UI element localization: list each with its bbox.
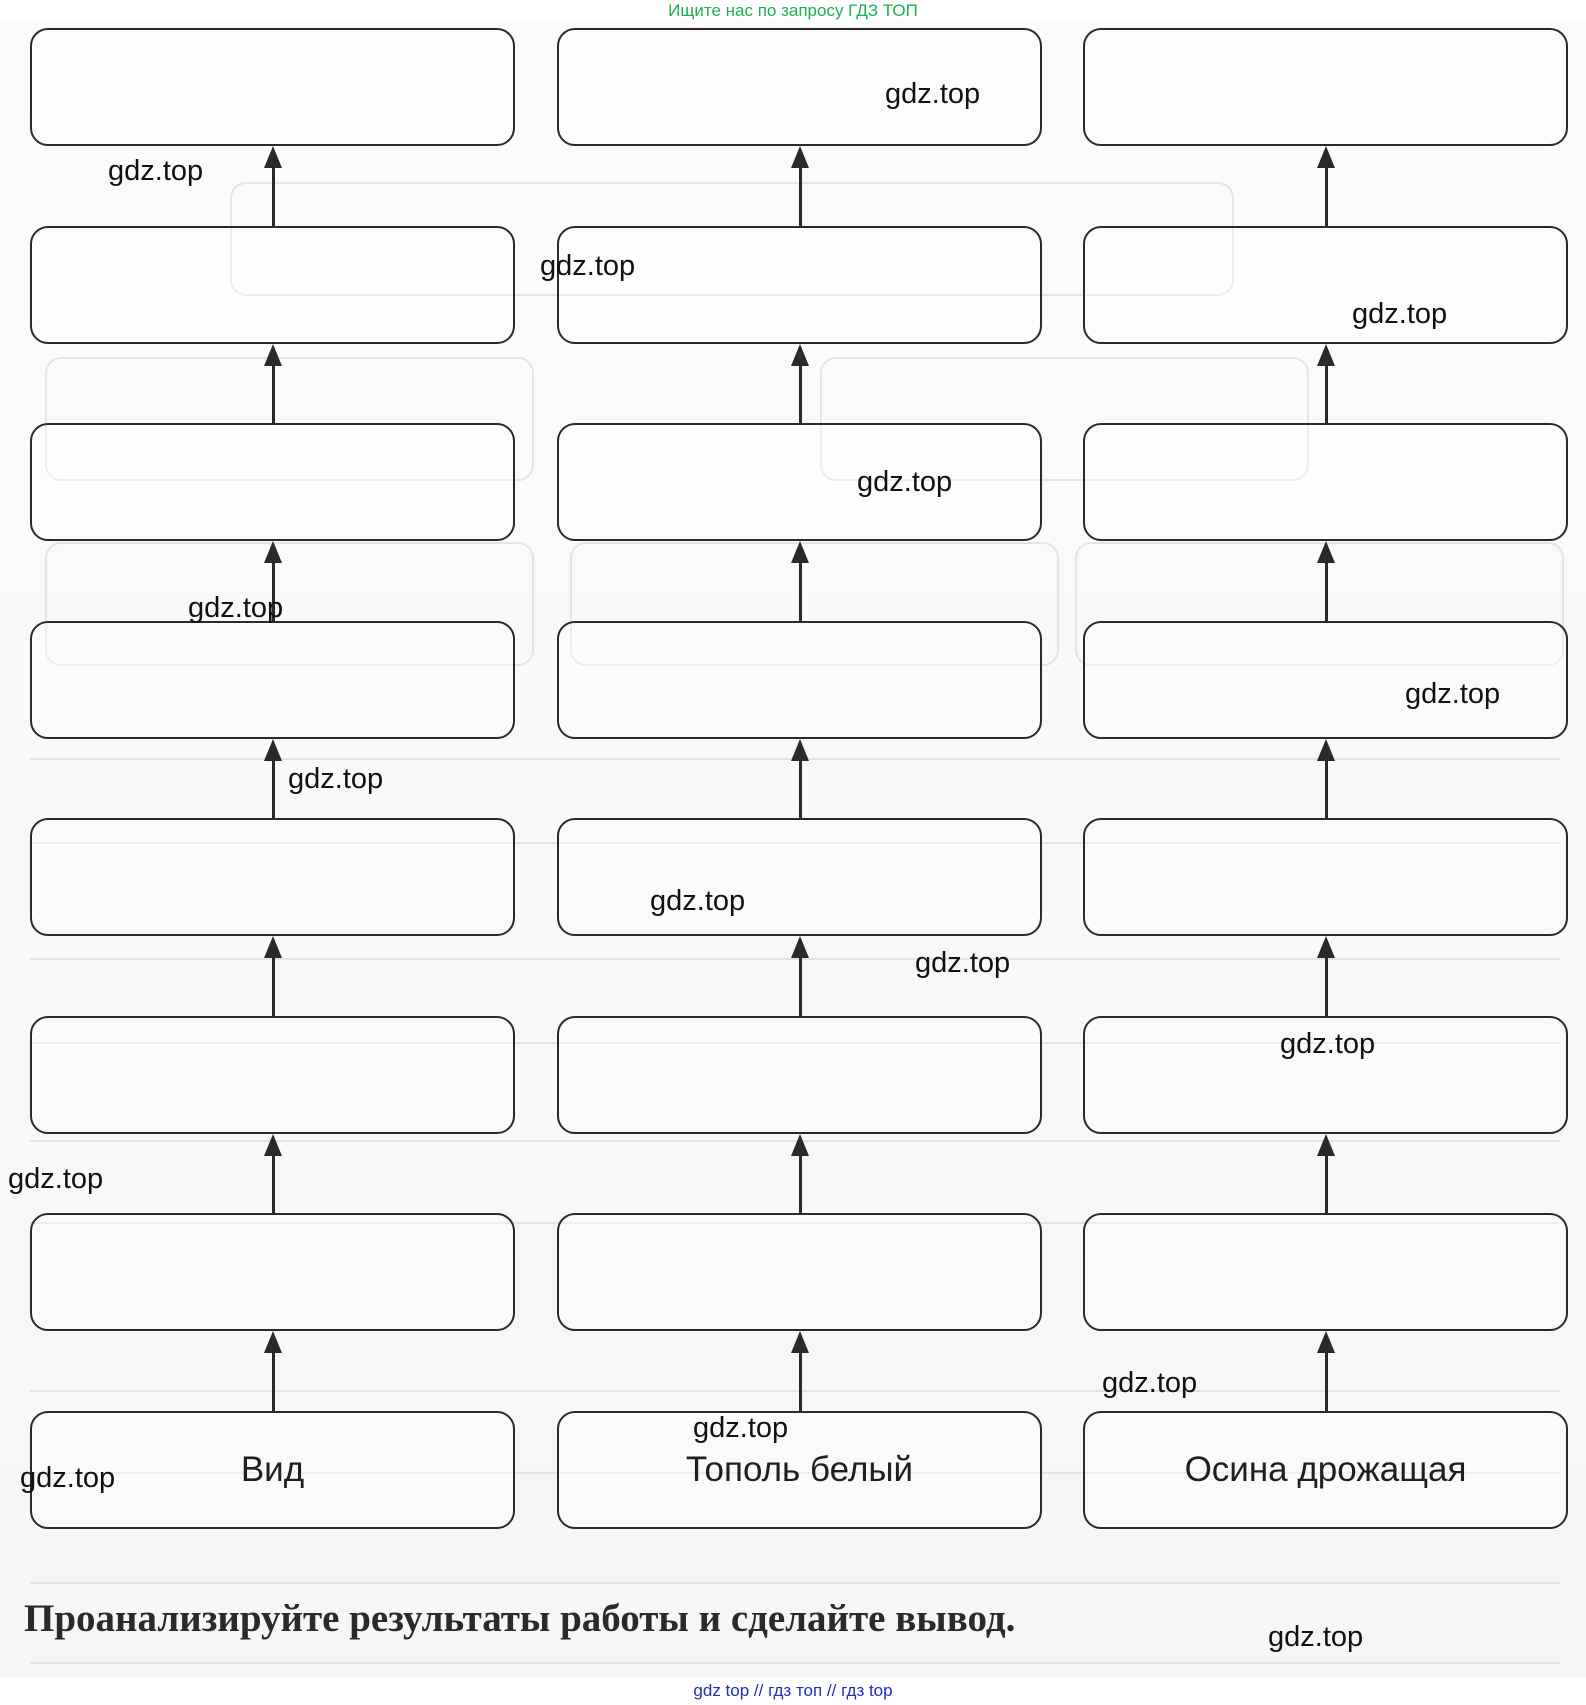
empty-answer-box[interactable] [30,621,515,739]
empty-answer-box[interactable] [30,226,515,344]
up-arrow-icon [799,1347,802,1411]
up-arrow-icon [1325,1347,1328,1411]
ghost-rule [30,1582,1560,1584]
empty-answer-box[interactable] [30,818,515,936]
up-arrow-icon [799,557,802,621]
empty-answer-box[interactable] [557,226,1042,344]
empty-answer-box[interactable] [30,28,515,146]
up-arrow-icon [1325,755,1328,819]
watermark-text: gdz.top [1280,1028,1376,1060]
watermark-text: gdz.top [857,466,953,498]
empty-answer-box[interactable] [557,818,1042,936]
empty-answer-box[interactable] [557,621,1042,739]
footer-link[interactable]: gdz top // гдз топ // гдз top [693,1681,893,1700]
up-arrow-icon [272,952,275,1016]
watermark-text: gdz.top [693,1412,789,1444]
task-instruction: Проанализируйте результаты работы и сделайте вывод. [24,1597,1016,1640]
watermark-text: gdz.top [1405,678,1501,710]
up-arrow-icon [799,755,802,819]
up-arrow-icon [1325,557,1328,621]
up-arrow-icon [1325,1150,1328,1214]
watermark-text: gdz.top [188,592,284,624]
box-1-label[interactable]: Вид [30,1411,515,1529]
watermark-text: gdz.top [915,947,1011,979]
watermark-text: gdz.top [1352,298,1448,330]
up-arrow-icon [799,360,802,424]
up-arrow-icon [1325,952,1328,1016]
empty-answer-box[interactable] [30,1213,515,1331]
box-2-label[interactable]: Тополь белый [557,1411,1042,1529]
empty-answer-box[interactable] [557,1016,1042,1134]
watermark-text: gdz.top [540,250,636,282]
watermark-text: gdz.top [8,1163,104,1195]
header-link[interactable]: Ищите нас по запросу ГДЗ ТОП [668,1,918,20]
empty-answer-box[interactable] [557,423,1042,541]
watermark-text: gdz.top [885,78,981,110]
watermark-text: gdz.top [288,763,384,795]
ghost-rule [30,958,1560,960]
up-arrow-icon [1325,162,1328,226]
up-arrow-icon [799,952,802,1016]
empty-answer-box[interactable] [30,1016,515,1134]
watermark-text: gdz.top [20,1462,116,1494]
ghost-rule [30,1390,1560,1392]
empty-answer-box[interactable] [1083,1213,1568,1331]
up-arrow-icon [272,755,275,819]
up-arrow-icon [272,1347,275,1411]
empty-answer-box[interactable] [1083,423,1568,541]
watermark-text: gdz.top [108,155,204,187]
watermark-text: gdz.top [1102,1367,1198,1399]
empty-answer-box[interactable] [30,423,515,541]
up-arrow-icon [799,1150,802,1214]
watermark-text: gdz.top [1268,1621,1364,1653]
up-arrow-icon [1325,360,1328,424]
empty-answer-box[interactable] [1083,28,1568,146]
ghost-rule [30,1662,1560,1664]
watermark-text: gdz.top [650,885,746,917]
empty-answer-box[interactable] [1083,818,1568,936]
up-arrow-icon [799,162,802,226]
up-arrow-icon [272,1150,275,1214]
box-3-label[interactable]: Осина дрожащая [1083,1411,1568,1529]
empty-answer-box[interactable] [1083,226,1568,344]
up-arrow-icon [272,162,275,226]
empty-answer-box[interactable] [557,1213,1042,1331]
up-arrow-icon [272,360,275,424]
